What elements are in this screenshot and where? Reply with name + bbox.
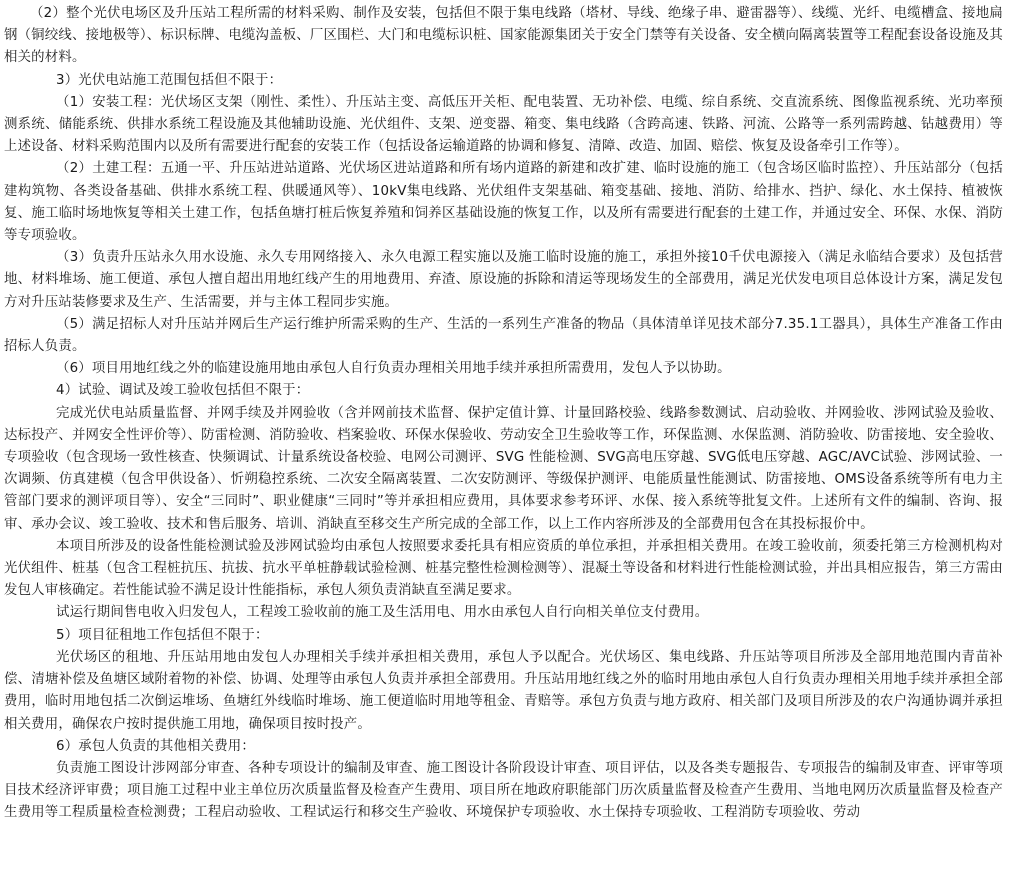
paragraph-other-costs: 负责施工图设计涉网部分审查、各种专项设计的编制及审查、施工图设计各阶段设计审查、项目评估，以及各类专题报告、专项报告的编制及审查、评审等项目技术经济评审费；项目施工过程中业主单位历次质量监督及检查产生费用、项目所在地政府职能部门历次质量监督及检查产生费用、当地电网历次质量监督及检查产生费用等工程质量检查检测费；工程启动验收、工程试运行和移交生产验收、环境保护专项验收、水土保持专项验收、工程消防专项验收、劳动	[4, 760, 1003, 821]
paragraph-acceptance-work: 完成光伏电站质量监督、并网手续及并网验收（含并网前技术监督、保护定值计算、计量回路校验、线路参数测试、启动验收、并网验收、涉网试验及验收、达标投产、并网安全性评价等）、防雷检测、消防验收、档案验收、环保水保验收、劳动安全卫生验收等工作，环保监测、水保监测、消防验收、防雷接地、安全验收、专项验收（包含现场一致性核查、快频调试、计量系统设备校验、电网公司测评、SVG 性能检测、SVG高电压穿越、SVG低电压穿越、AGC/AVC试验、涉网试验、一次调频、仿真建模（包含甲供设备）、忻朔稳控系统、二次安全隔离装置、二次安防测评、等级保护测评、电能质量性能测试、防雷接地、OMS设备系统等所有电力主管部门要求的测评项目等）、安全“三同时”、职业健康“三同时”等并承担相应费用，具体要求参考环评、水保、接入系统等批复文件。上述所有文件的编制、咨询、报审、承办会议、竣工验收、技术和售后服务、培训、消缺直至移交生产所完成的全部工作，以上工作内容所涉及的全部费用包含在其投标报价中。	[4, 405, 1004, 532]
paragraph-trial-operation: 试运行期间售电收入归发包人，工程竣工验收前的施工及生活用电、用水由承包人自行向相关单位支付费用。	[56, 605, 709, 621]
paragraph-utilities: （3）负责升压站永久用水设施、永久专用网络接入、永久电源工程实施以及施工临时设施的施工，承担外接10千伏电源接入（满足永临结合要求）及包括营地、材料堆场、施工便道、承包人擅自超出用地红线产生的用地费用、弃渣、原设施的拆除和清运等现场发生的全部费用，满足光伏发电项目总体设计方案，满足发包方对升压站装修要求及生产、生活需要，并与主体工程同步实施。	[4, 250, 1003, 310]
heading-land-acquisition: 5）项目征租地工作包括但不限于：	[56, 627, 269, 643]
paragraph-civil-works: （2）土建工程：五通一平、升压站进站道路、光伏场区进站道路和所有场内道路的新建和改扩建、临时设施的施工（包含场区临时监控）、升压站部分（包括建构筑物、各类设备基础、供排水系统工程、供暖通风等）、10kV集电线路、光伏组件支架基础、箱变基础、接地、消防、给排水、挡护、绿化、水土保持、植被恢复、施工临时场地恢复等相关土建工作，包括鱼塘打桩后恢复养殖和饲养区基础设施的恢复工作，以及所有需要进行配套的土建工作，并通过安全、环保、水保、消防等专项验收。	[4, 161, 1003, 244]
heading-other-costs: 6）承包人负责的其他相关费用：	[56, 738, 255, 754]
paragraph-temporary-land: （6）项目用地红线之外的临建设施用地由承包人自行负责办理相关用地手续并承担所需费用，发包人予以协助。	[56, 361, 731, 377]
paragraph-production-prep: （5）满足招标人对升压站并网后生产运行维护所需采购的生产、生活的一系列生产准备的物品（具体清单详见技术部分7.35.1工器具），具体生产准备工作由招标人负责。	[4, 316, 1003, 355]
paragraph-materials: （2）整个光伏电场区及升压站工程所需的材料采购、制作及安装，包括但不限于集电线路（塔材、导线、绝缘子串、避雷器等）、线缆、光纤、电缆槽盒、接地扁钢（铜绞线、接地极等）、标识标牌、电缆沟盖板、厂区围栏、大门和电缆标识桩、国家能源集团关于安全门禁等有关设备、安全横向隔离装置等工程配套设备设施及其相关的材料。	[4, 6, 1004, 66]
heading-testing-acceptance: 4）试验、调试及竣工验收包括但不限于：	[56, 383, 310, 399]
heading-construction-scope: 3）光伏电站施工范围包括但不限于：	[56, 72, 283, 88]
paragraph-land-acquisition: 光伏场区的租地、升压站用地由发包人办理相关手续并承担相关费用，承包人予以配合。光伏场区、集电线路、升压站等项目所涉及全部用地范围内青苗补偿、清塘补偿及鱼塘区域附着物的补偿、协调、处理等由承包人负责并承担全部费用。升压站用地红线之外的临时用地由承包人自行负责办理相关用地手续并承担全部费用，临时用地包括二次倒运堆场、鱼塘红外线临时堆场、施工便道临时用地等租金、青赔等。承包方负责与地方政府、相关部门及项目所涉及的农户沟通协调并承担相关费用，确保农户按时提供施工用地，确保项目按时投产。	[4, 649, 1003, 732]
paragraph-third-party-testing: 本项目所涉及的设备性能检测试验及涉网试验均由承包人按照要求委托具有相应资质的单位承担，并承担相关费用。在竣工验收前，须委托第三方检测机构对光伏组件、桩基（包含工程桩抗压、抗拔、抗水平单桩静载试验检测、桩基完整性检测检测等）、混凝土等设备和材料进行性能检测试验，并出具相应报告，第三方需由发包人审核确定。若性能试验不满足设计性能指标，承包人须负责消缺直至满足要求。	[4, 538, 1004, 599]
paragraph-installation: （1）安装工程：光伏场区支架（刚性、柔性）、升压站主变、高低压开关柜、配电装置、无功补偿、电缆、综自系统、交直流系统、图像监视系统、光功率预测系统、储能系统、供排水系统工程设施及其他辅助设施、光伏组件、支架、逆变器、箱变、集电线路（含跨高速、铁路、河流、公路等一系列需跨越、钻越费用）等上述设备、材料采购范围内以及所有需要进行配套的安装工作（包括设备运输道路的协调和修复、清障、改造、加固、赔偿、恢复及设备牵引工作等）。	[4, 94, 1003, 155]
